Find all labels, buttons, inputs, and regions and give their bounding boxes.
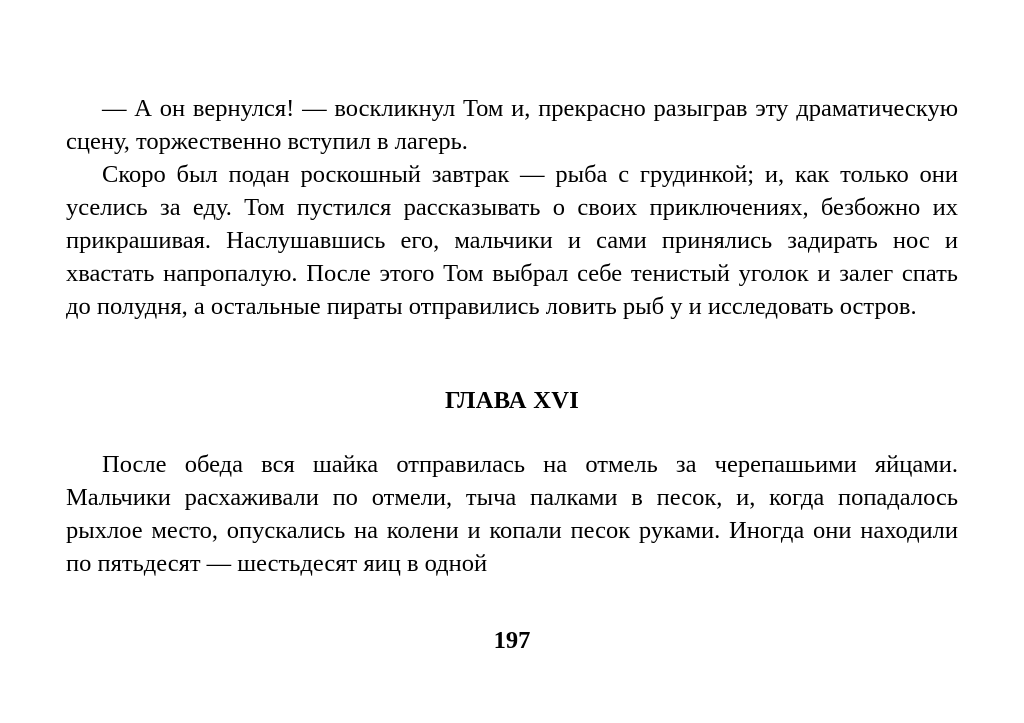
page-number: 197 — [493, 627, 531, 654]
paragraph-chapter-start: После обеда вся шайка отправилась на отмель за черепашьими яйцами. Мальчики расхаживали по отмели, тыча палками в песок, и, когда попадалось рыхлое место, опускались на колени и копали песок руками. Иногда они находили по пятьдесят — шестьдесят яиц в одной — [66, 451, 958, 577]
chapter-heading: ГЛАВА XVI — [444, 387, 580, 414]
book-page — [66, 92, 958, 580]
paragraph-tom-returns: — А он вернулся! — воскликнул Том и, прекрасно разыграв эту драматическую сцену, торжественно вступил в лагерь. — [66, 95, 958, 155]
paragraph-breakfast: Скоро был подан роскошный завтрак — рыба с грудинкой; и, как только они уселись за еду. Том пустился рассказывать о своих приключениях, безбожно их прикрашивая. Наслушавшись его, мальчики и сами принялись задирать нос и хвастать напропалую. После этого Том выбрал себе тенистый уголок и залег спать до полудня, а остальные пираты отправились ловить рыб у и исследовать остров. — [66, 161, 958, 320]
